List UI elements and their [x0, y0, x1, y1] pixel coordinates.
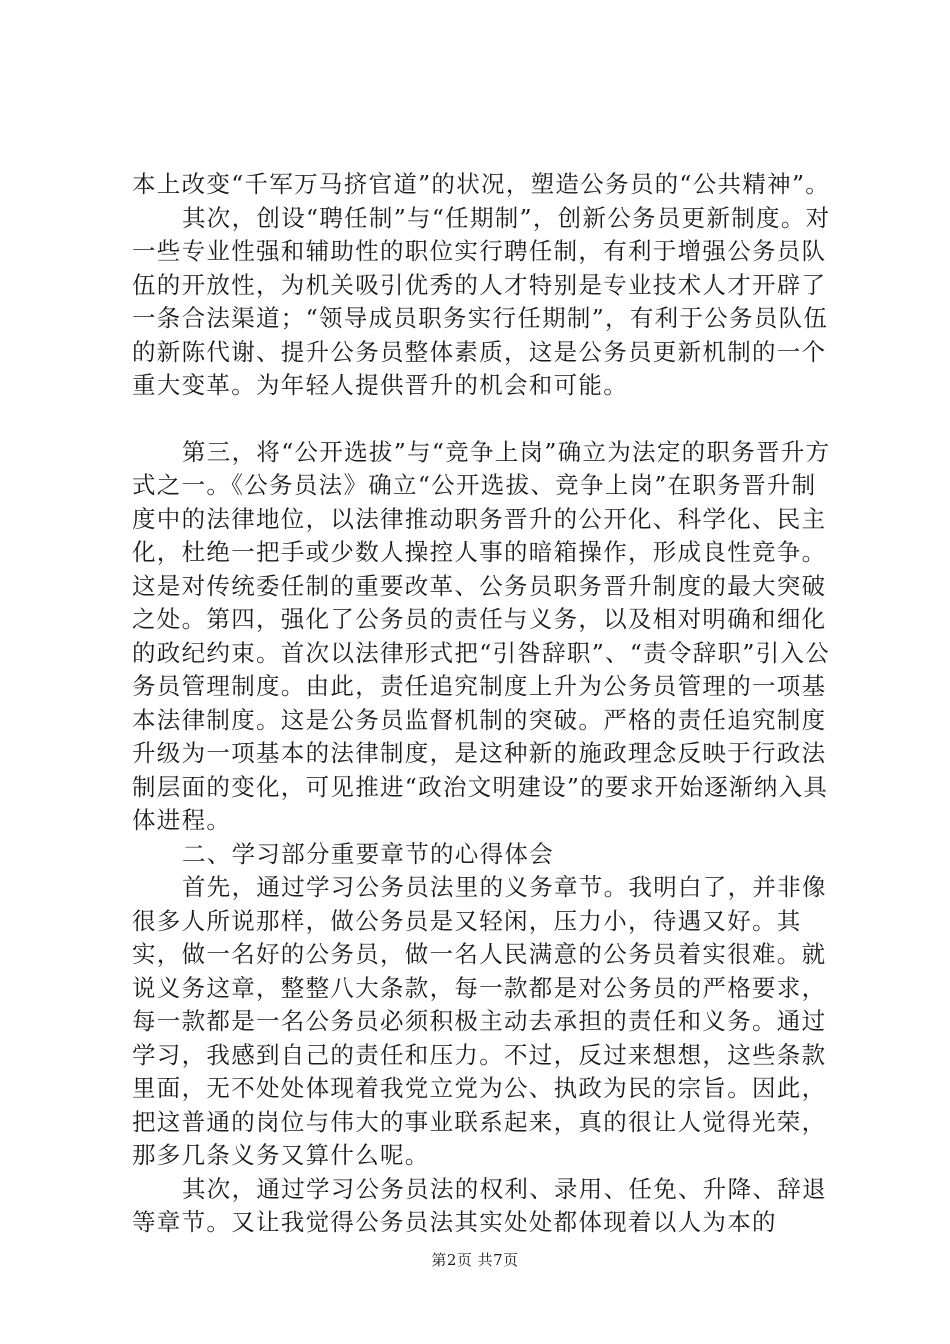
paragraph-obligations: 首先，通过学习公务员法里的义务章节。我明白了，并非像很多人所说那样，做公务员是又轻闲，压力小，待遇又好。其实，做一名好的公务员，做一名人民满意的公务员着实很难。就说义务这章，整整八大条款，每一款都是对公务员的严格要求，每一款都是一名公务员必须积极主动去承担的责任和义务。通过学习，我感到自己的责任和压力。不过，反过来想想，这些条款里面，无不处处体现着我党立党为公、执政为民的宗旨。因此，把这普通的岗位与伟大的事业联系起来，真的很让人觉得光荣，那多几条义务又算什么呢。	[132, 873, 827, 1169]
paragraph-promotion-methods: 第三，将“公开选拔”与“竞争上岗”确立为法定的职务晋升方式之一。《公务员法》确立“公开选拔、竞争上岗”在职务晋升制度中的法律地位，以法律推动职务晋升的公开化、科学化、民主化，杜绝一把手或少数人操控人事的暗箱操作，形成良性竞争。这是对传统委任制的重要改革、公务员职务晋升制度的最大突破之处。第四，强化了公务员的责任与义务，以及相对明确和细化的政纪约束。首次以法律形式把“引咎辞职”、“责令辞职”引入公务员管理制度。由此，责任追究制度上升为公务员管理的一项基本法律制度。这是公务员监督机制的突破。严格的责任追究制度升级为一项基本的法律制度，是这种新的施政理念反映于行政法制层面的变化，可见推进“政治文明建设”的要求开始逐渐纳入具体进程。	[132, 437, 831, 834]
page-indicator: 第2页 共7页	[431, 1251, 519, 1269]
section-heading: 二、学习部分重要章节的心得体会	[182, 839, 554, 868]
paragraph-appointment-system: 其次，创设“聘任制”与“任期制”，创新公务员更新制度。对一些专业性强和辅助性的职位实行聘任制，有利于增强公务员队伍的开放性，为机关吸引优秀的人才特别是专业技术人才开辟了一条合法渠道；“领导成员职务实行任期制”，有利于公务员队伍的新陈代谢、提升公务员整体素质，这是公务员更新机制的一个重大变革。为年轻人提供晋升的机会和可能。	[132, 203, 831, 399]
paragraph-rights: 其次，通过学习公务员法的权利、录用、任免、升降、辞退等章节。又让我觉得公务员法其实处处都体现着以人为本的	[132, 1174, 827, 1236]
paragraph-continuation: 本上改变“千军万马挤官道”的状况，塑造公务员的“公共精神”。	[132, 170, 831, 198]
document-body	[132, 168, 837, 1240]
